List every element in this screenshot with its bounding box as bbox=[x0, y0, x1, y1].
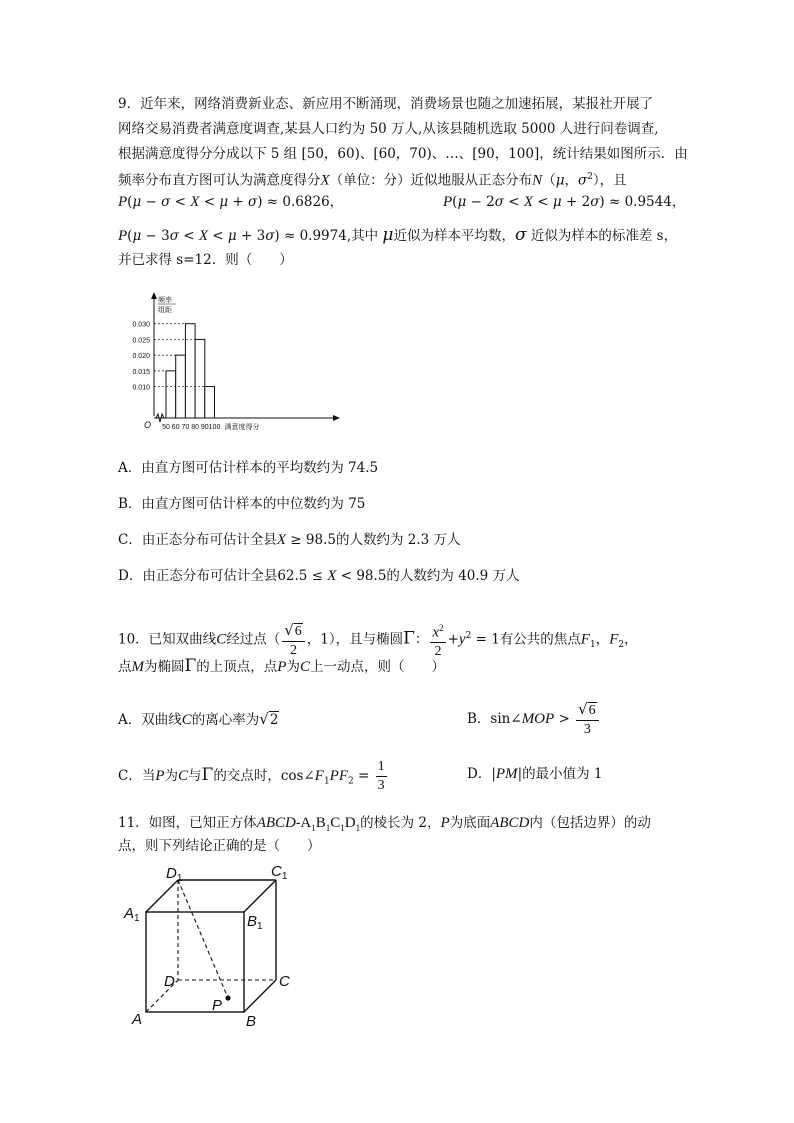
q10-line-2-a: 点 bbox=[118, 659, 132, 675]
x-tick-label: 60 bbox=[171, 424, 180, 431]
q10-option-c: C．当P为C与Γ的交点时，$\cos\angle F_1PF_2$ = $\frac{1}{3}$ bbox=[118, 759, 385, 793]
label-c: C bbox=[279, 973, 290, 990]
edge-a1-d1 bbox=[146, 880, 178, 912]
q10-line-1: 10．已知双曲线C经过点（ $\frac{√6}{2}$ ，1），且与椭圆Γ： $\frac{x^2}{2}$ $+y^2 = 1$有公共的焦点$F_1$，$F_2$， bbox=[118, 620, 638, 660]
q9-line-6-c: 近似为样本平均数， bbox=[393, 228, 515, 244]
q9-line-6-d: 近似为样本的标准差 s， bbox=[530, 228, 678, 244]
x-axis-label: 满意度得分 bbox=[224, 424, 260, 431]
y-label-bottom: 组距 bbox=[158, 307, 172, 314]
q9-line-4-c: ，且 bbox=[599, 172, 627, 189]
q9-option-c-a: C．由正态分布可估计全县 bbox=[118, 532, 277, 548]
q9-option-c-b: 的人数约为 2.3 万人 bbox=[335, 532, 461, 548]
x-tick-label: 100 bbox=[208, 424, 221, 431]
label-p: P bbox=[212, 997, 223, 1014]
edge-b-c bbox=[244, 980, 276, 1012]
q10-line-2: 点M为椭圆Γ的上顶点，点P为C上一动点，则（ ） bbox=[118, 656, 445, 676]
label-a: A bbox=[132, 1011, 143, 1028]
q9-line-6-b: ,其中 bbox=[346, 228, 379, 244]
label-d1: $D_1$ bbox=[166, 865, 183, 884]
point-p bbox=[225, 995, 230, 1000]
q9-option-b: B．由直方图可估计样本的中位数约为 75 bbox=[118, 496, 366, 512]
q10-line-2-b: 为椭圆 bbox=[144, 659, 185, 675]
y-tick-label: 0.030 bbox=[132, 321, 150, 329]
x-tick-label: 70 bbox=[181, 424, 190, 431]
q10-line-2-c: 的上顶点，点 bbox=[196, 659, 278, 675]
label-b1: $B_1$ bbox=[247, 913, 263, 932]
q10-line-1-d: 有公共的焦点 bbox=[499, 631, 581, 648]
y-tick-label: 0.010 bbox=[132, 384, 150, 392]
q9-prob-3: 0.9974 bbox=[299, 228, 347, 244]
x-axis-arrow bbox=[333, 415, 340, 421]
q9-option-d-a: D．由正态分布可估计全县 bbox=[118, 568, 278, 584]
q11-line-2: 点，则下列结论正确的是（ ） bbox=[118, 838, 321, 854]
histogram-bar bbox=[166, 371, 176, 418]
label-d: D bbox=[164, 973, 175, 990]
q11-line-1: 11．如图，已知正方体ABCD-$A_1B_1C_1D_1$的棱长为 2，P为底面ABCD内（包括边界）的动 bbox=[118, 815, 651, 833]
q9-line-7: 并已求得 s=12．则（ ） bbox=[118, 252, 293, 268]
x-tick-label: 80 bbox=[191, 424, 199, 431]
q9-option-d-b: 的人数约为 40.9 万人 bbox=[386, 568, 520, 584]
histogram-bar bbox=[195, 339, 205, 418]
q9-line-5-left: P(μ − σ < X < μ + σ) ≈ 0.6826， bbox=[118, 194, 344, 210]
y-axis-arrow bbox=[151, 292, 157, 299]
origin-label: O bbox=[144, 420, 152, 430]
edge-b1-c1 bbox=[244, 880, 276, 912]
q9-line-2: 网络交易消费者满意度调查,某县人口约为 50 万人,从该县随机选取 5000 人进行问卷调查, bbox=[118, 121, 659, 137]
q9-prob-1: 0.6826 bbox=[282, 194, 330, 210]
q9-option-d: D．由正态分布可估计全县62.5 ≤ X < 98.5的人数约为 40.9 万人 bbox=[118, 568, 520, 584]
label-b: B bbox=[246, 1013, 257, 1030]
q10-option-d: D．|PM|的最小值为 1 bbox=[467, 766, 603, 782]
q9-line-4-a: 频率分布直方图可认为满意度得分 bbox=[118, 172, 321, 189]
q9-line-4-b: （单位：分）近似地服从正态分布 bbox=[329, 172, 533, 189]
label-a1: $A_1$ bbox=[124, 905, 140, 924]
q10-line-1-b: 经过点（ bbox=[226, 631, 281, 648]
x-tick-label: 90 bbox=[200, 424, 209, 431]
y-tick-label: 0.025 bbox=[132, 337, 150, 345]
q9-line-5-right: P(μ − 2σ < X < μ + 2σ) ≈ 0.9544， bbox=[443, 194, 686, 210]
q9-option-c: C．由正态分布可估计全县X ≥ 98.5的人数约为 2.3 万人 bbox=[118, 532, 461, 548]
y-label-top: 频率 bbox=[158, 297, 172, 304]
histogram-bar bbox=[205, 387, 215, 418]
q10-option-a: A．双曲线C的离心率为√2 bbox=[118, 710, 279, 728]
q9-line-1: 9．近年来，网络消费新业态、新应用不断涌现，消费场景也随之加速拓展，某报社开展了 bbox=[118, 96, 654, 112]
q9-line-4: 频率分布直方图可认为满意度得分X（单位：分）近似地服从正态分布N（μ，$\sigma^2$），且 bbox=[118, 172, 627, 189]
q10-line-1-c: ，1），且与椭圆 bbox=[306, 631, 404, 648]
y-tick-label: 0.015 bbox=[132, 368, 150, 376]
q9-option-a: A．由直方图可估计样本的平均数约为 74.5 bbox=[118, 460, 379, 476]
q10-line-1-a: 10．已知双曲线 bbox=[118, 631, 217, 648]
y-tick-label: 0.020 bbox=[132, 353, 150, 361]
q9-line-6: P(μ − 3σ < X < μ + 3σ) ≈ 0.9974,其中 μ近似为样本平均数，σ 近似为样本的标准差 s， bbox=[118, 225, 678, 245]
q10-line-2-d: 为 bbox=[286, 659, 300, 675]
label-c1: $C_1$ bbox=[271, 863, 288, 882]
histogram-bar bbox=[185, 324, 195, 418]
x-tick-label: 50 bbox=[162, 424, 170, 431]
q9-line-3: 根据满意度得分分成以下 5 组 [50，60)、[60，70)、…、[90，100]，统计结果如图所示．由 bbox=[118, 146, 688, 162]
histogram-chart bbox=[118, 290, 348, 440]
q9-prob-2: 0.9544 bbox=[624, 194, 672, 210]
q10-option-b: B．sin∠MOP > $\frac{√6}{3}$ bbox=[467, 700, 601, 739]
q10-line-2-e: 上一动点，则（ ） bbox=[309, 659, 445, 675]
frac-sqrt6-over-2: $\frac{√6}{2}$ bbox=[282, 621, 305, 660]
cube-diagram bbox=[118, 862, 308, 1032]
